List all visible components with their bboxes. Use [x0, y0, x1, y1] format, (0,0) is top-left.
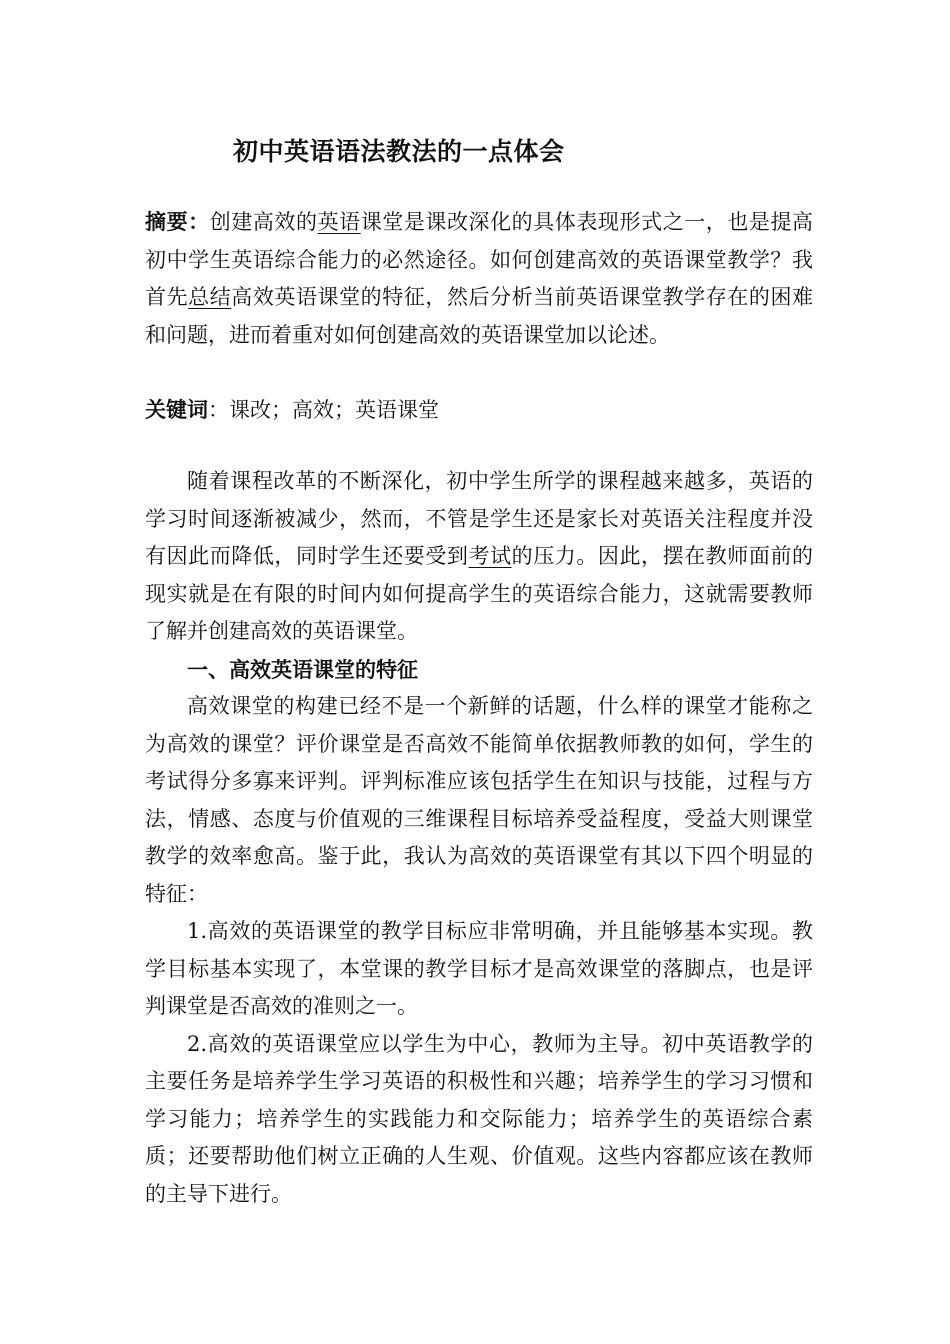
abstract-text-1: 创建高效的 — [209, 210, 318, 234]
keywords-paragraph — [145, 391, 813, 430]
keywords-label: 关键词 — [145, 397, 208, 422]
list-item-1: 1.高效的英语课堂的教学目标应非常明确，并且能够基本实现。教学目标基本实现了，本堂课的教学目标才是高效课堂的落脚点，也是评判课堂是否高效的准则之一。 — [145, 919, 813, 1018]
intro-text-2: 的压力。因此，摆在教师面前的现实就是在有限的时间内如何提高学生的英语综合能力，这就需要教师了解并创建高效的英语课堂。 — [145, 544, 814, 643]
intro-text-1: 随着课程改革的不断深化，初中学生所学的课程越来越多，英语的学习时间逐渐被减少，然而，不管是学生还是家长对英语关注程度并没有因此而降低，同时学生还要受到 — [145, 469, 813, 568]
summary-link[interactable]: 总结 — [188, 285, 232, 309]
main-body — [145, 463, 813, 1213]
section-paragraph: 高效课堂的构建已经不是一个新鲜的话题，什么样的课堂才能称之为高效的课堂？评价课堂是否高效不能简单依据教师教的如何，学生的考试得分多寡来评判。评判标准应该包括学生在知识与技能，过程与方法，情感、态度与价值观的三维课程目标培养受益程度，受益大则课堂教学的效率愈高。鉴于此，我认为高效的英语课堂有其以下四个明显的特征： — [145, 694, 813, 906]
abstract-text-3: 高效英语课堂的特征，然后分析当前英语课堂教学存在的困难和问题，进而着重对如何创建高效的英语课堂加以论述。 — [145, 285, 814, 347]
keywords-colon: ： — [208, 398, 229, 422]
abstract-text-2: 课堂是课改深化的具体表现形式之一，也是提高初中学生英语综合能力的必然途径。如何创建高效的英语课堂教学？我首先 — [145, 210, 814, 309]
keywords-block — [145, 391, 813, 430]
list-item-2: 2.高效的英语课堂应以学生为中心，教师为主导。初中英语教学的主要任务是培养学生学习英语的积极性和兴趣；培养学生的学习习惯和学习能力；培养学生的实践能力和交际能力；培养学生的英语综合素质；还要帮助他们树立正确的人生观、价值观。这些内容都应该在教师的主导下进行。 — [145, 1031, 813, 1206]
exam-link[interactable]: 考试 — [468, 544, 512, 568]
section-heading: 一、高效英语课堂的特征 — [187, 656, 418, 682]
keywords-text: 课改；高效；英语课堂 — [229, 398, 439, 422]
abstract-paragraph — [145, 203, 813, 354]
abstract-label-colon: ： — [188, 209, 210, 234]
abstract-block — [145, 203, 813, 354]
document-title: 初中英语语法教法的一点体会 — [233, 137, 565, 166]
english-link[interactable]: 英语 — [317, 210, 361, 234]
intro-paragraph — [145, 463, 813, 651]
abstract-label: 摘要 — [145, 209, 189, 234]
